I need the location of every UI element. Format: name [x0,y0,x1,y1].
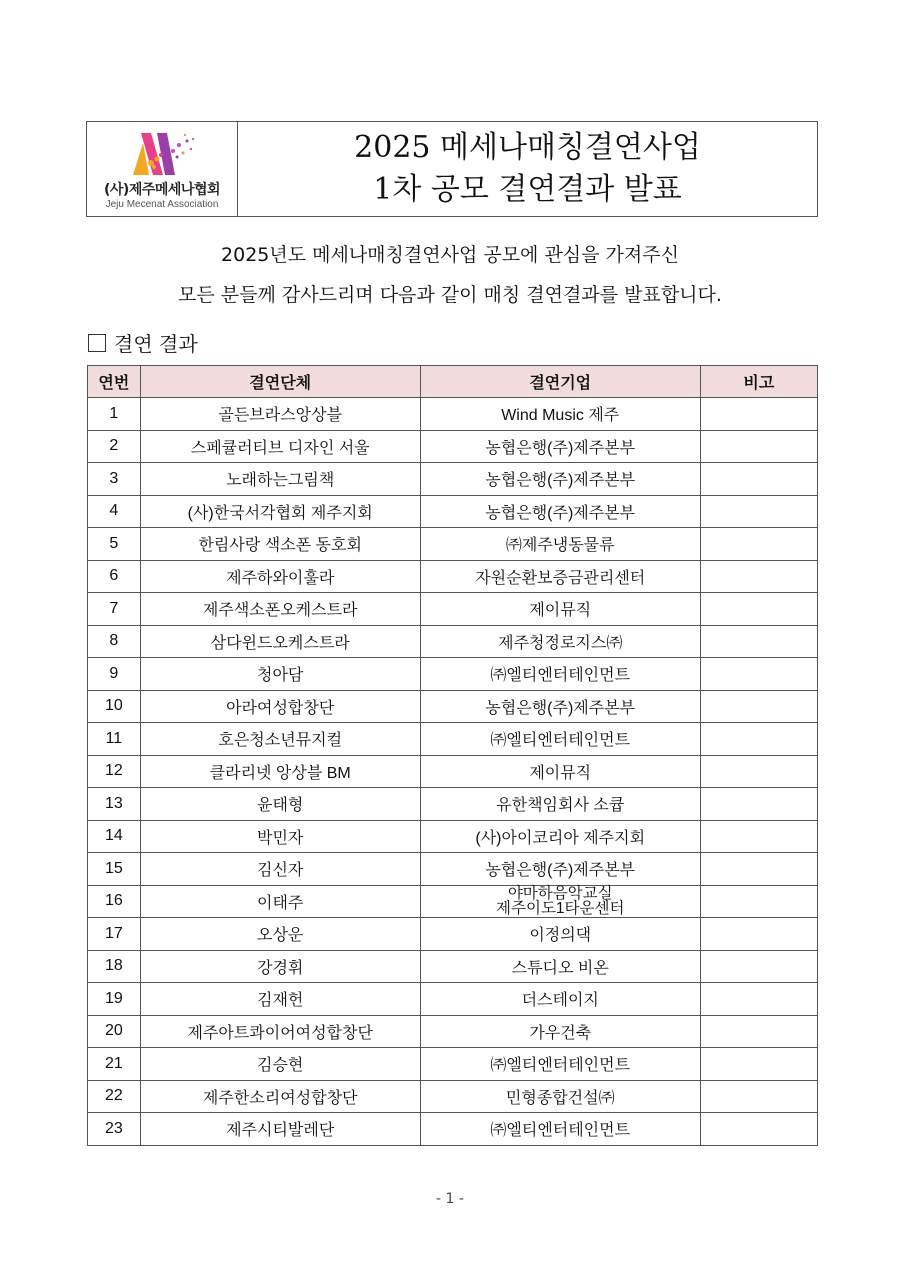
intro-line-2: 모든 분들께 감사드리며 다음과 같이 매칭 결연결과를 발표합니다. [178,284,722,306]
page-number: - 1 - [436,1191,464,1207]
cell-note [700,398,817,431]
cell-note [700,755,817,788]
logo-name: (사)제주메세나협회 [104,181,220,198]
cell-group: 아라여성합창단 [140,690,420,723]
cell-no: 12 [88,755,141,788]
cell-no: 2 [88,430,141,463]
cell-company-line-2: 제주이도1타운센터 [496,900,625,918]
cell-group: 제주아트콰이어여성합창단 [140,1015,420,1048]
cell-company: 농협은행(주)제주본부 [420,853,700,886]
table-row [88,885,818,918]
cell-no: 20 [88,1015,141,1048]
section-heading [88,328,198,357]
cell-group: 청아담 [140,658,420,691]
cell-company: 스튜디오 비온 [420,950,700,983]
table-row [88,788,818,821]
logo [87,122,238,216]
cell-group: 삼다윈드오케스트라 [140,625,420,658]
cell-note [700,560,817,593]
table-row [88,820,818,853]
table-header-row [88,366,818,398]
cell-group: 제주시티발레단 [140,1113,420,1146]
table-row [88,1080,818,1113]
table-row [88,1048,818,1081]
cell-no: 16 [88,885,141,918]
cell-group: 호은청소년뮤지컬 [140,723,420,756]
cell-company: 농협은행(주)제주본부 [420,690,700,723]
cell-company: 자원순환보증금관리센터 [420,560,700,593]
cell-note [700,788,817,821]
cell-company: ㈜엘티엔터테인먼트 [420,1113,700,1146]
header-no: 연번 [88,366,141,398]
mecenat-logo-icon [127,129,197,177]
table-row [88,463,818,496]
cell-group: 강경휘 [140,950,420,983]
cell-company: ㈜엘티엔터테인먼트 [420,723,700,756]
cell-note [700,1080,817,1113]
cell-company: (사)아이코리아 제주지회 [420,820,700,853]
table-row [88,593,818,626]
cell-no: 21 [88,1048,141,1081]
table-row [88,658,818,691]
cell-note [700,950,817,983]
cell-group: (사)한국서각협회 제주지회 [140,495,420,528]
cell-group: 골든브라스앙상블 [140,398,420,431]
cell-note [700,430,817,463]
table-row [88,1015,818,1048]
intro-line-1: 2025년도 메세나매칭결연사업 공모에 관심을 가져주신 [221,244,679,266]
table-row [88,398,818,431]
cell-no: 14 [88,820,141,853]
cell-no: 22 [88,1080,141,1113]
section-title: 결연 결과 [114,332,198,356]
table-row [88,723,818,756]
cell-no: 11 [88,723,141,756]
cell-note [700,1015,817,1048]
cell-group: 김재헌 [140,983,420,1016]
cell-note [700,658,817,691]
table-row [88,755,818,788]
cell-note [700,625,817,658]
cell-group: 윤태형 [140,788,420,821]
cell-company: ㈜엘티엔터테인먼트 [420,1048,700,1081]
table-row [88,528,818,561]
cell-company: 농협은행(주)제주본부 [420,463,700,496]
cell-company [420,885,700,918]
cell-no: 6 [88,560,141,593]
cell-no: 8 [88,625,141,658]
cell-note [700,1113,817,1146]
cell-company: 농협은행(주)제주본부 [420,430,700,463]
table-row [88,690,818,723]
cell-no: 4 [88,495,141,528]
cell-company: 제이뮤직 [420,593,700,626]
page-title [238,122,817,216]
title-line-2: 1차 공모 결연결과 발표 [373,172,682,207]
table-row [88,853,818,886]
cell-group: 제주색소폰오케스트라 [140,593,420,626]
table-row [88,950,818,983]
table-row [88,918,818,951]
cell-company: ㈜엘티엔터테인먼트 [420,658,700,691]
cell-note [700,1048,817,1081]
cell-note [700,690,817,723]
header-company: 결연기업 [420,366,700,398]
table-row [88,560,818,593]
cell-no: 10 [88,690,141,723]
cell-no: 19 [88,983,141,1016]
cell-group: 제주한소리여성합창단 [140,1080,420,1113]
cell-group: 제주하와이훌라 [140,560,420,593]
cell-group: 클라리넷 앙상블 BM [140,755,420,788]
cell-no: 9 [88,658,141,691]
cell-company: 제주청정로지스㈜ [420,625,700,658]
cell-note [700,463,817,496]
cell-no: 7 [88,593,141,626]
header-group: 결연단체 [140,366,420,398]
cell-group: 이태주 [140,885,420,918]
logo-subtitle: Jeju Mecenat Association [105,198,219,210]
cell-group: 한림사랑 색소폰 동호회 [140,528,420,561]
cell-note [700,983,817,1016]
title-box [86,121,818,217]
cell-note [700,593,817,626]
cell-company: ㈜제주냉동물류 [420,528,700,561]
cell-note [700,820,817,853]
cell-note [700,918,817,951]
cell-group: 스페큘러티브 디자인 서울 [140,430,420,463]
cell-note [700,853,817,886]
cell-note [700,528,817,561]
cell-company: 이정의댁 [420,918,700,951]
cell-group: 박민자 [140,820,420,853]
cell-no: 18 [88,950,141,983]
cell-note [700,885,817,918]
cell-company: Wind Music 제주 [420,398,700,431]
cell-no: 5 [88,528,141,561]
cell-no: 15 [88,853,141,886]
cell-company: 제이뮤직 [420,755,700,788]
table-row [88,1113,818,1146]
title-line-1: 2025 메세나매칭결연사업 [354,130,701,165]
cell-company: 민형종합건설㈜ [420,1080,700,1113]
cell-group: 김승현 [140,1048,420,1081]
cell-company: 유한책임회사 소큡 [420,788,700,821]
square-bullet-icon [88,334,106,352]
header-note: 비고 [700,366,817,398]
cell-no: 1 [88,398,141,431]
cell-company: 농협은행(주)제주본부 [420,495,700,528]
cell-company: 가우건축 [420,1015,700,1048]
cell-no: 17 [88,918,141,951]
cell-note [700,723,817,756]
cell-group: 오상운 [140,918,420,951]
cell-group: 김신자 [140,853,420,886]
cell-no: 13 [88,788,141,821]
table-row [88,983,818,1016]
cell-no: 23 [88,1113,141,1146]
table-row [88,495,818,528]
cell-group: 노래하는그림책 [140,463,420,496]
table-row [88,430,818,463]
results-table [87,365,818,1146]
cell-no: 3 [88,463,141,496]
table-row [88,625,818,658]
cell-note [700,495,817,528]
cell-company: 더스테이지 [420,983,700,1016]
cell-company-line-1: 야마하음악교실 [507,885,613,903]
